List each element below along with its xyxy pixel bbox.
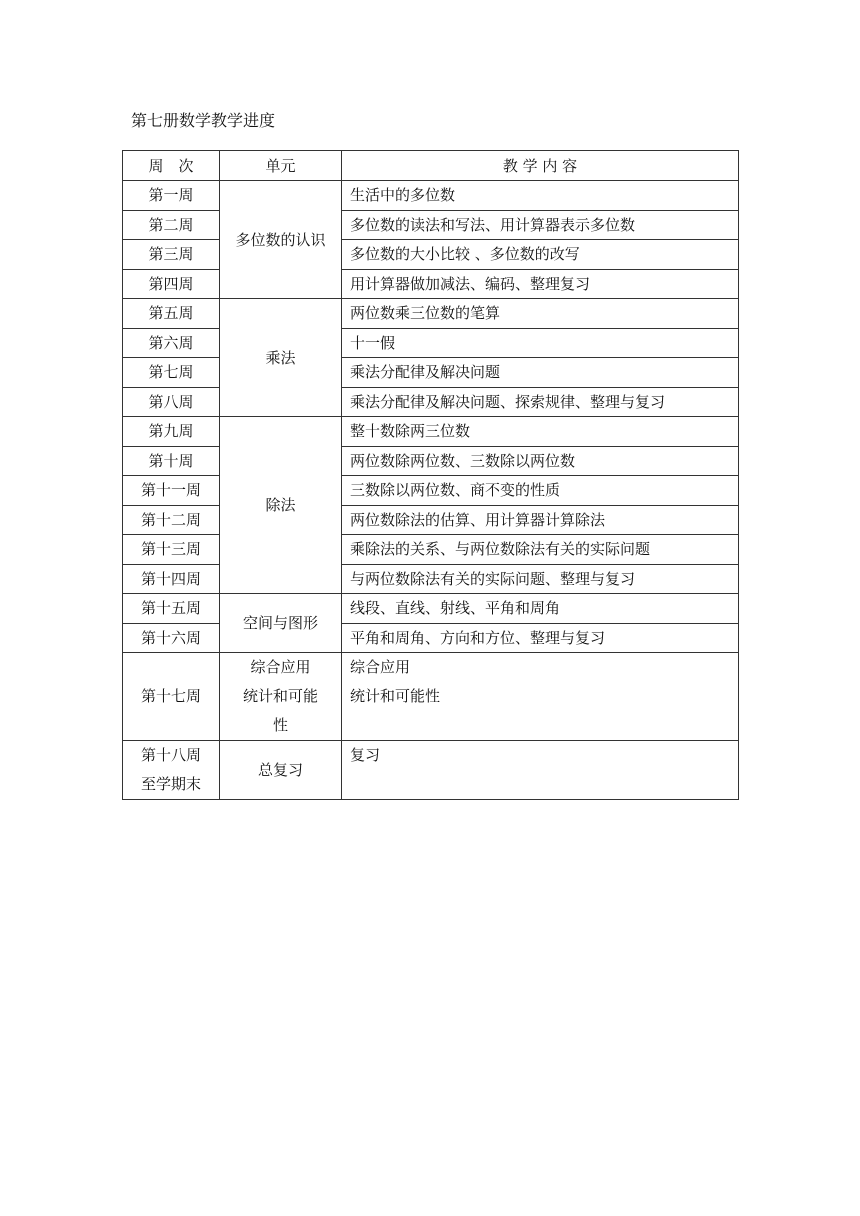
week-cell: 第十四周 — [123, 564, 220, 594]
content-cell: 乘除法的关系、与两位数除法有关的实际问题 — [342, 535, 739, 565]
content-cell: 三数除以两位数、商不变的性质 — [342, 476, 739, 506]
content-cell: 乘法分配律及解决问题 — [342, 358, 739, 388]
table-row — [123, 181, 739, 211]
week-cell: 第十五周 — [123, 594, 220, 624]
week-cell: 第五周 — [123, 299, 220, 329]
week-cell: 第一周 — [123, 181, 220, 211]
week-cell: 第二周 — [123, 210, 220, 240]
table-row — [123, 240, 739, 270]
content-cell: 乘法分配律及解决问题、探索规律、整理与复习 — [342, 387, 739, 417]
table-row — [123, 269, 739, 299]
table-row — [123, 417, 739, 447]
table-row — [123, 210, 739, 240]
content-cell: 复习 — [342, 741, 739, 800]
content-cell: 两位数乘三位数的笔算 — [342, 299, 739, 329]
content-cell: 多位数的大小比较 、多位数的改写 — [342, 240, 739, 270]
content-cell: 生活中的多位数 — [342, 181, 739, 211]
unit-cell: 乘法 — [220, 299, 342, 417]
week-cell: 第八周 — [123, 387, 220, 417]
week-cell: 第十三周 — [123, 535, 220, 565]
table-row — [123, 594, 739, 624]
content-cell: 两位数除法的估算、用计算器计算除法 — [342, 505, 739, 535]
week-cell: 第九周 — [123, 417, 220, 447]
content-cell: 线段、直线、射线、平角和周角 — [342, 594, 739, 624]
table-row — [123, 387, 739, 417]
header-week: 周 次 — [123, 151, 220, 181]
header-content: 教 学 内 容 — [342, 151, 739, 181]
unit-cell: 总复习 — [220, 741, 342, 800]
table-row — [123, 535, 739, 565]
week-cell: 第十二周 — [123, 505, 220, 535]
week-cell: 第四周 — [123, 269, 220, 299]
table-row — [123, 358, 739, 388]
table-row — [123, 653, 739, 741]
header-unit: 单元 — [220, 151, 342, 181]
unit-cell: 综合应用 统计和可能 性 — [220, 653, 342, 741]
table-row — [123, 446, 739, 476]
table-row — [123, 299, 739, 329]
schedule-table — [122, 150, 739, 800]
week-cell: 第十八周 至学期末 — [123, 741, 220, 800]
content-cell: 平角和周角、方向和方位、整理与复习 — [342, 623, 739, 653]
table-row — [123, 505, 739, 535]
content-cell: 与两位数除法有关的实际问题、整理与复习 — [342, 564, 739, 594]
content-cell: 整十数除两三位数 — [342, 417, 739, 447]
week-cell: 第三周 — [123, 240, 220, 270]
content-cell: 多位数的读法和写法、用计算器表示多位数 — [342, 210, 739, 240]
week-cell: 第十六周 — [123, 623, 220, 653]
week-cell: 第十七周 — [123, 653, 220, 741]
content-cell: 两位数除两位数、三数除以两位数 — [342, 446, 739, 476]
unit-cell: 除法 — [220, 417, 342, 594]
table-row — [123, 564, 739, 594]
content-cell: 综合应用 统计和可能性 — [342, 653, 739, 741]
table-row — [123, 328, 739, 358]
week-cell: 第六周 — [123, 328, 220, 358]
table-row — [123, 741, 739, 800]
week-cell: 第十一周 — [123, 476, 220, 506]
table-row — [123, 623, 739, 653]
table-header-row — [123, 151, 739, 181]
week-cell: 第十周 — [123, 446, 220, 476]
table-row — [123, 476, 739, 506]
page-title: 第七册数学教学进度 — [131, 111, 276, 130]
week-cell: 第七周 — [123, 358, 220, 388]
unit-cell: 多位数的认识 — [220, 181, 342, 299]
content-cell: 用计算器做加减法、编码、整理复习 — [342, 269, 739, 299]
content-cell: 十一假 — [342, 328, 739, 358]
unit-cell: 空间与图形 — [220, 594, 342, 653]
